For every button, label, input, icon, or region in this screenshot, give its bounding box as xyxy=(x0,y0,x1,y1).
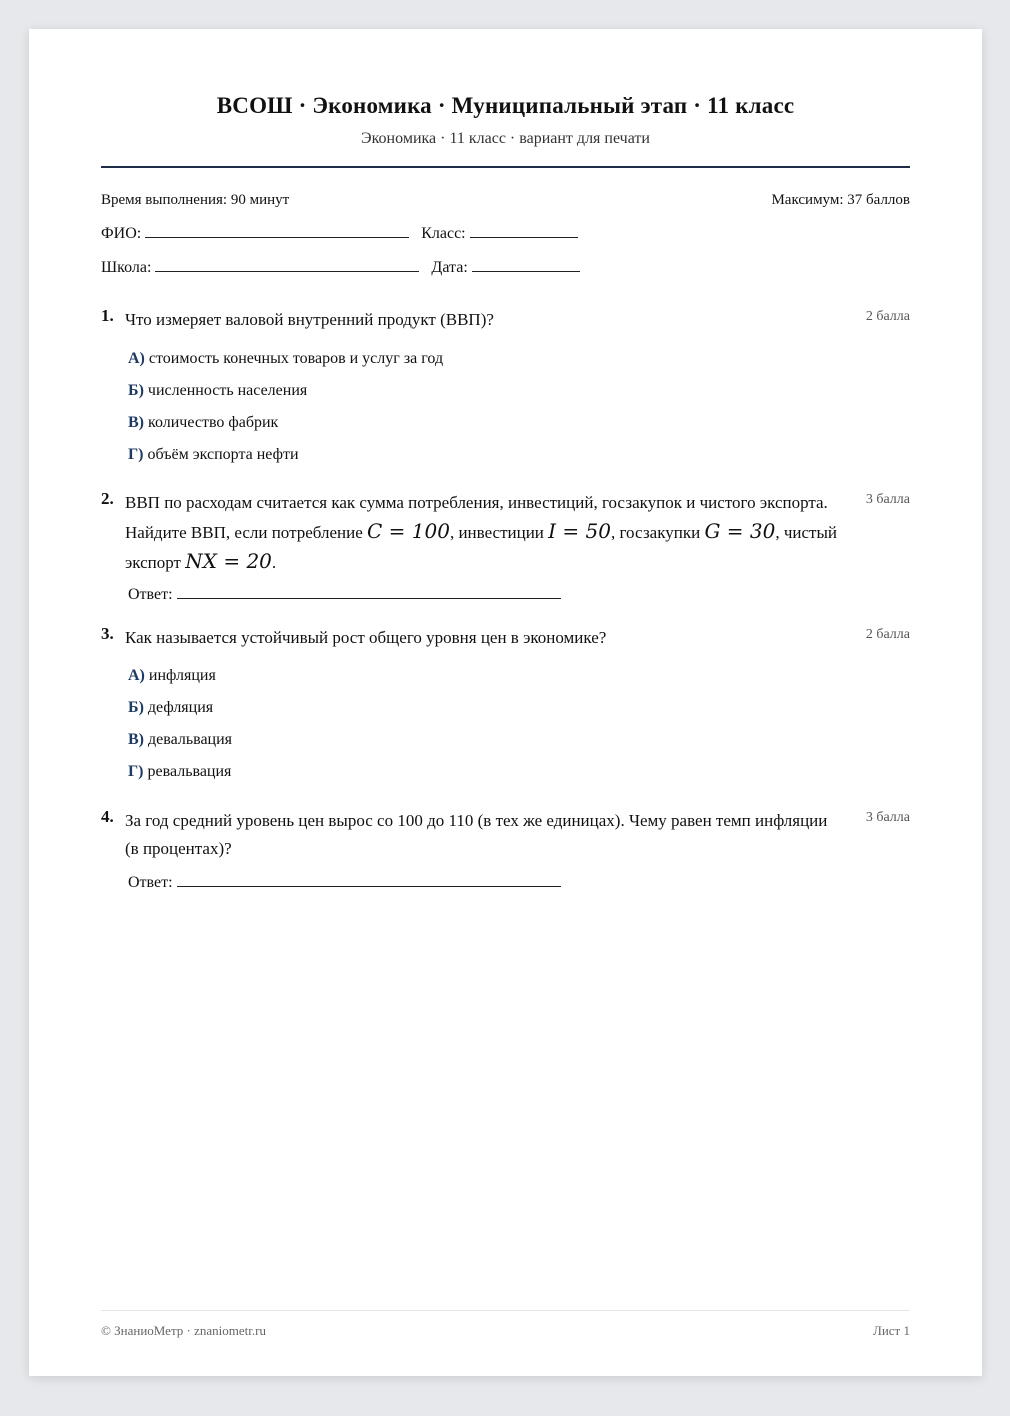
school-blank[interactable] xyxy=(155,270,419,272)
option-text: инфляция xyxy=(148,667,216,684)
question-text: Как называется устойчивый рост общего уровня цен в экономике? xyxy=(125,628,607,647)
school-label: Школа: xyxy=(101,259,152,276)
math-expression: G = 30 xyxy=(704,519,776,543)
question-3-option-b[interactable] xyxy=(128,699,213,717)
answer-label: Ответ: xyxy=(128,586,173,603)
question-1-option-c[interactable] xyxy=(128,414,278,432)
fio-label: ФИО: xyxy=(101,225,142,242)
question-text: Что измеряет валовой внутренний продукт (ВВП)? xyxy=(125,310,494,329)
option-letter: А) xyxy=(128,667,145,684)
math-expression: I = 50 xyxy=(548,519,611,543)
question-text-part: . xyxy=(271,553,277,572)
question-points: 2 балла xyxy=(865,627,910,642)
question-1-option-d[interactable] xyxy=(128,446,299,464)
exam-sheet xyxy=(29,29,982,1376)
option-text: объём экспорта нефти xyxy=(147,446,299,463)
math-expression: NX = 20 xyxy=(185,549,272,573)
question-text-part: , инвестиции xyxy=(449,523,549,542)
question-text xyxy=(125,489,842,577)
option-text: стоимость конечных товаров и услуг за год xyxy=(148,350,444,367)
question-points: 3 балла xyxy=(865,492,910,507)
option-letter: А) xyxy=(128,350,145,367)
question-text: За год средний уровень цен вырос со 100 до 110 (в тех же единицах). Чему равен темп инфляции (в процентах)? xyxy=(125,811,828,858)
option-letter: В) xyxy=(128,731,144,748)
fio-class-row xyxy=(101,225,586,243)
option-text: ревальвация xyxy=(147,763,232,780)
max-score: Максимум: 37 баллов xyxy=(771,192,910,208)
option-letter: Б) xyxy=(128,699,144,716)
question-points: 2 балла xyxy=(865,309,910,324)
option-letter: Б) xyxy=(128,382,144,399)
question-number: 2. xyxy=(101,489,114,508)
question-number: 4. xyxy=(101,807,114,826)
page-footer xyxy=(101,1323,910,1339)
option-letter: Г) xyxy=(128,763,144,780)
question-2-answer xyxy=(128,586,561,604)
question-number: 1. xyxy=(101,306,114,325)
option-letter: Г) xyxy=(128,446,144,463)
question-3-option-c[interactable] xyxy=(128,731,232,749)
question-text-part: , чистый экспорт xyxy=(125,523,837,572)
question-text-part: ВВП по расходам считается как сумма потребления, инвестиций, госзакупок и чистого экспорта. Найдите ВВП, если потребление xyxy=(125,493,828,542)
question-4-answer xyxy=(128,874,561,892)
school-date-row xyxy=(101,259,588,277)
question-number: 3. xyxy=(101,624,114,643)
question-1-option-b[interactable] xyxy=(128,382,307,400)
answer-blank[interactable] xyxy=(177,885,561,887)
class-blank[interactable] xyxy=(470,236,578,238)
page-subtitle: Экономика · 11 класс · вариант для печати xyxy=(361,130,650,147)
question-points: 3 балла xyxy=(865,810,910,825)
date-label: Дата: xyxy=(431,259,468,276)
footer-divider xyxy=(101,1310,910,1311)
option-letter: В) xyxy=(128,414,144,431)
answer-label: Ответ: xyxy=(128,874,173,891)
fio-blank[interactable] xyxy=(145,236,409,238)
page-title: ВСОШ · Экономика · Муниципальный этап · 11 класс xyxy=(216,93,795,118)
math-expression: C = 100 xyxy=(367,519,450,543)
option-text: дефляция xyxy=(147,699,214,716)
sheet-content xyxy=(101,29,910,1376)
question-3-option-d[interactable] xyxy=(128,763,231,781)
question-3-option-a[interactable] xyxy=(128,667,216,685)
header-divider xyxy=(101,166,910,168)
option-text: количество фабрик xyxy=(148,414,279,431)
option-text: численность населения xyxy=(147,382,308,399)
question-text-part: , госзакупки xyxy=(611,523,705,542)
footer-copyright: © ЗнаниоМетр · znaniometr.ru xyxy=(101,1323,266,1338)
date-blank[interactable] xyxy=(472,270,580,272)
option-text: девальвация xyxy=(148,731,233,748)
question-1-option-a[interactable] xyxy=(128,350,443,368)
time-limit: Время выполнения: 90 минут xyxy=(101,192,290,208)
class-label: Класс: xyxy=(421,225,466,242)
answer-blank[interactable] xyxy=(177,597,561,599)
meta-row xyxy=(101,192,910,209)
page-number: Лист 1 xyxy=(873,1323,910,1338)
